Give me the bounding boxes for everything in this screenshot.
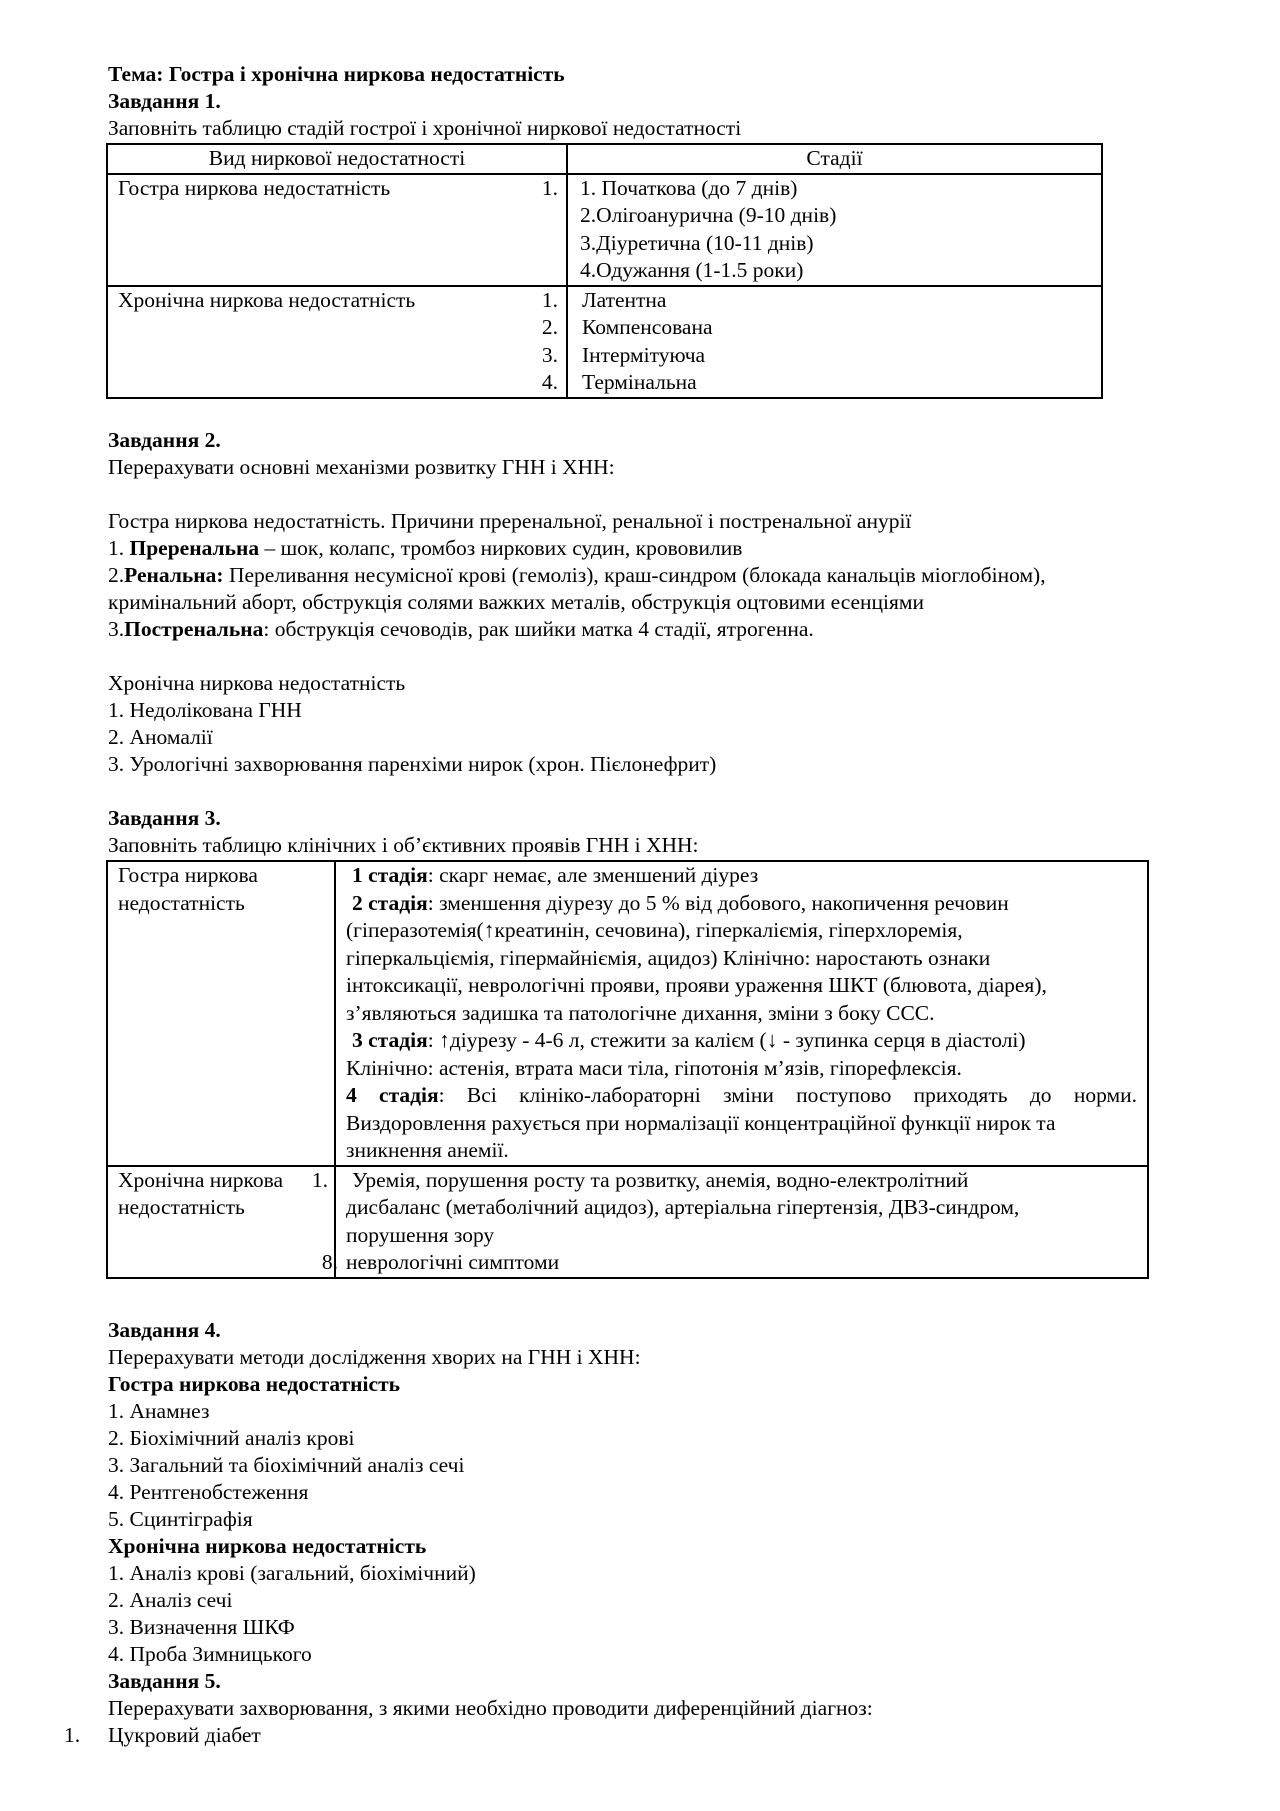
stage-line: гіперкальціємія, гіпермайніємія, ацидоз) Клінічно: наростають ознаки [346, 945, 991, 970]
stage-line: Клінічно: астенія, втрата маси тіла, гіпотонія м’язів, гіпорефлексія. [346, 1055, 962, 1080]
stage-line [346, 890, 1137, 918]
list-item: 2. Аномалії [108, 725, 213, 749]
task3-chronic-label: недостатність [118, 1195, 245, 1219]
list-item: 1. Анамнез [108, 1399, 210, 1423]
stage-line: порушення зору [346, 1222, 495, 1247]
task1-col2-header: Стадії [567, 144, 1102, 174]
list-item: 1. Початкова (до 7 днів) [580, 175, 798, 200]
item-term: Преренальна [129, 536, 260, 560]
list-item: Компенсована [582, 315, 713, 339]
item-term: Ренальна: [124, 563, 224, 587]
stage-line: зникнення анемії. [346, 1138, 509, 1162]
task3-table [106, 860, 1149, 1279]
list-item: 2.Олігоанурична (9-10 днів) [580, 203, 837, 227]
stage-label: 3 стадія [352, 1028, 428, 1052]
table-row [107, 1166, 1148, 1278]
task5-instruction: Перерахувати захворювання, з якими необхідно проводити диференційний діагноз: [108, 1696, 873, 1720]
list-item: Інтермітуюча [582, 342, 706, 367]
list-item: 3. Загальний та біохімічний аналіз сечі [108, 1453, 465, 1477]
list-item [108, 535, 742, 562]
stage-line: Виздоровлення рахується при нормалізації концентраційної функції нирок та [346, 1110, 1056, 1135]
task1-chronic-num: 1. [541, 287, 558, 312]
stage-text: : зменшення діурезу до 5 % від добового, накопичення речовин [427, 890, 1009, 915]
table-row [107, 286, 1102, 398]
stage-text: : Всі клініко-лабораторні зміни поступово приходять до норми. [438, 1083, 1137, 1107]
task2-instruction: Перерахувати основні механізми розвитку ГНН і ХНН: [108, 455, 615, 479]
task1-type-cell [107, 174, 567, 286]
stage-label: 1 стадія [352, 863, 428, 887]
list-item: 4.Одужання (1-1.5 роки) [580, 258, 804, 282]
item-term: Постренальна [124, 617, 264, 641]
list-item: 3. Визначення ШКФ [108, 1615, 295, 1639]
stage-line [346, 1027, 1137, 1055]
stage-line: дисбаланс (метаболічний ацидоз), артеріальна гіпертензія, ДВЗ-синдром, [346, 1195, 1020, 1219]
page-title: Тема: Гостра і хронічна ниркова недостатність [108, 62, 565, 86]
table-row [107, 861, 1148, 1166]
list-item: 4. Рентгенобстеження [108, 1480, 309, 1504]
stage-line [346, 1082, 1137, 1110]
table-row [107, 174, 1102, 286]
item-text: – шок, колапс, тромбоз ниркових судин, крововилив [259, 536, 743, 560]
task3-acute-label: недостатність [118, 890, 245, 915]
task3-chronic-num: 1. [311, 1167, 328, 1192]
list-item: 3.Діуретична (10-11 днів) [580, 230, 814, 255]
stage-text: : ↑діурезу - 4-6 л, стежити за калієм (↓ - зупинка серця в діастолі) [427, 1028, 1026, 1052]
task3-acute-label: Гостра ниркова [118, 863, 258, 887]
task1-heading: Завдання 1. [108, 89, 221, 113]
task1-chronic-num: 3. [541, 342, 558, 367]
task3-chronic-content-cell [335, 1166, 1148, 1278]
task2-acute-intro: Гостра ниркова недостатність. Причини преренальної, ренальної і постренальної анурії [108, 509, 912, 533]
task4-heading: Завдання 4. [108, 1318, 221, 1342]
list-item [108, 562, 1046, 589]
task4-acute-title: Гостра ниркова недостатність [108, 1372, 401, 1396]
list-item: 2. Аналіз сечі [108, 1588, 233, 1612]
list-item: 2. Біохімічний аналіз крові [108, 1426, 355, 1450]
task5-heading: Завдання 5. [108, 1669, 221, 1693]
list-item: 5. Сцинтіграфія [108, 1507, 253, 1531]
task3-instruction: Заповніть таблицю клінічних і об’єктивних проявів ГНН і ХНН: [108, 833, 699, 857]
list-item: Латентна [582, 287, 667, 312]
list-item: Термінальна [582, 370, 697, 394]
stage-line: з’являються задишка та патологічне дихання, зміни з боку ССС. [346, 1000, 935, 1025]
stage-text: : скарг немає, але зменшений діурез [427, 863, 759, 887]
list-item: 1. Аналіз крові (загальний, біохімічний) [108, 1561, 476, 1585]
stage-line: Уремія, порушення росту та розвитку, анемія, водно-електролітний [352, 1167, 969, 1192]
task1-stages-cell [567, 286, 1102, 398]
item-number: 3. [108, 617, 125, 641]
task3-acute-content-cell [335, 861, 1148, 1166]
task1-type-cell [107, 286, 567, 398]
task1-table [106, 143, 1103, 399]
task4-chronic-title: Хронічна ниркова недостатність [108, 1534, 427, 1558]
task2-chronic-intro: Хронічна ниркова недостатність [108, 671, 406, 695]
task3-acute-label-cell [107, 861, 335, 1166]
item-number: 1. [108, 536, 130, 560]
task3-heading: Завдання 3. [108, 806, 221, 830]
task1-stages-cell [567, 174, 1102, 286]
list-item-continuation: кримінальний аборт, обструкція солями важких металів, обструкція оцтовими есенціями [108, 590, 925, 614]
stage-line: (гіперазотемія(↑креатинін, сечовина), гіперкаліємія, гіперхлоремія, [346, 918, 963, 942]
task3-chronic-label: Хронічна ниркова [118, 1167, 284, 1192]
task1-chronic-num: 2. [541, 315, 558, 339]
task1-type-chronic: Хронічна ниркова недостатність [118, 287, 416, 312]
stage-line: неврологічні симптоми [346, 1250, 560, 1274]
task1-chronic-num: 4. [541, 370, 558, 394]
task1-type-acute: Гостра ниркова недостатність [118, 175, 391, 200]
task3-chronic-last-num: 8. [321, 1250, 338, 1274]
item-text: Переливання несумісної крові (гемоліз), краш-синдром (блокада канальців міоглобіном), [223, 563, 1046, 587]
task4-instruction: Перерахувати методи дослідження хворих на ГНН і ХНН: [108, 1345, 641, 1369]
stage-label: 2 стадія [352, 890, 428, 915]
stage-line: інтоксикації, неврологічні прояви, прояви ураження ШКТ (блювота, діарея), [346, 973, 1047, 997]
item-number: 2. [108, 563, 125, 587]
list-item: 3. Урологічні захворювання паренхіми нирок (хрон. Пієлонефрит) [108, 752, 717, 776]
task1-acute-num: 1. [541, 175, 558, 200]
list-item [108, 616, 814, 643]
list-item: Цукровий діабет [108, 1723, 261, 1747]
task1-table-header [107, 144, 1102, 174]
task1-instruction: Заповніть таблицю стадій гострої і хронічної ниркової недостатності [108, 116, 742, 140]
list-item: 1. Недолікована ГНН [108, 698, 302, 722]
task2-heading: Завдання 2. [108, 428, 221, 452]
task3-chronic-label-cell [107, 1166, 338, 1278]
list-item-number: 1. [64, 1723, 81, 1747]
task1-col1-header: Вид ниркової недостатності [107, 144, 567, 174]
item-text: : обструкція сечоводів, рак шийки матка 4 стадії, ятрогенна. [263, 617, 814, 641]
list-item: 4. Проба Зимницького [108, 1642, 312, 1666]
stage-line [346, 862, 1137, 890]
stage-label: 4 стадія [346, 1083, 439, 1107]
